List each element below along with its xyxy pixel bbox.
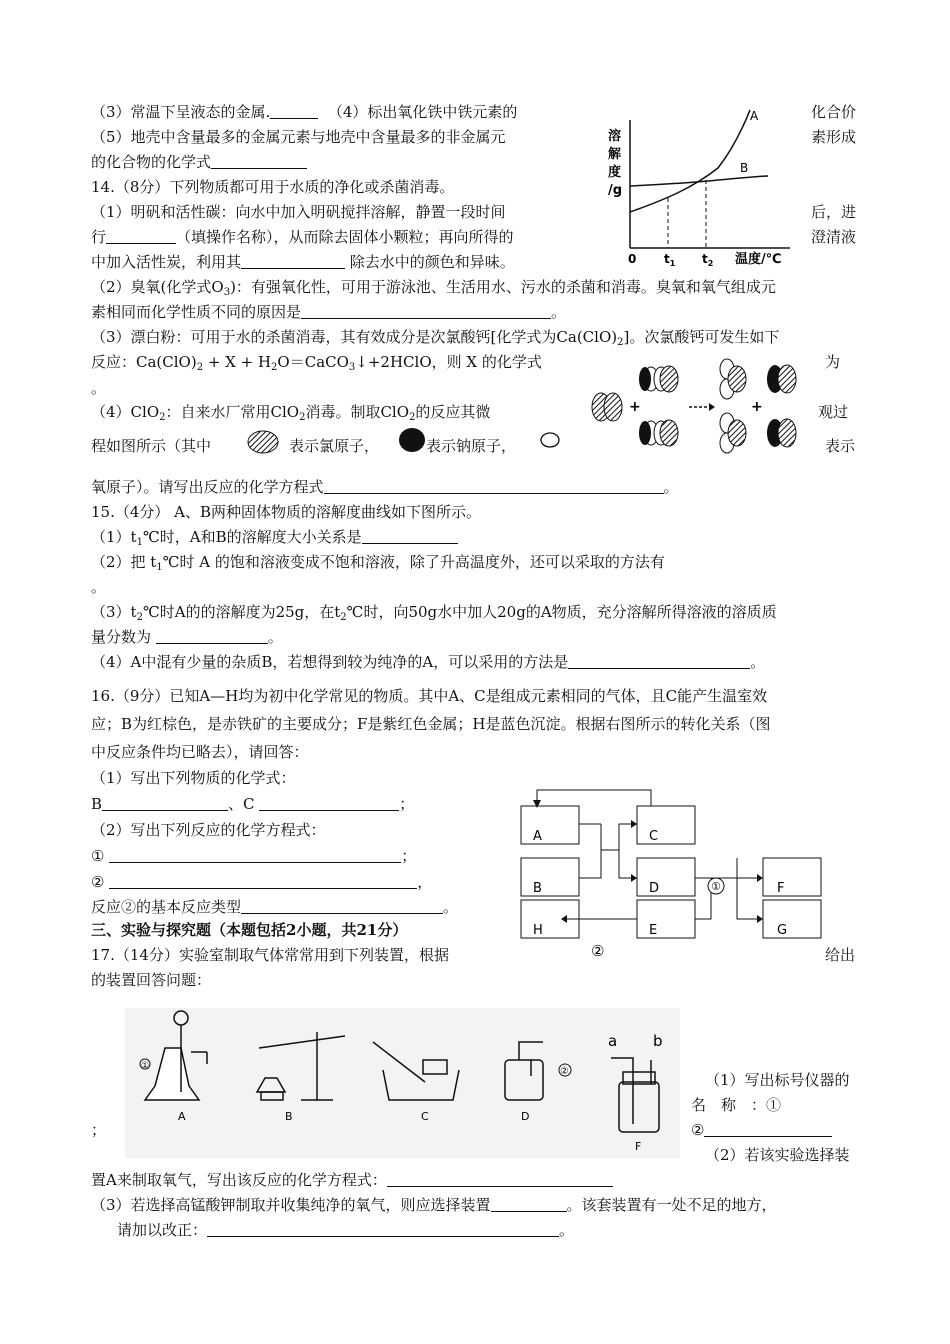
q13-line2: （5）地壳中含量最多的金属元素与地壳中含量最多的非金属元 xyxy=(91,128,506,146)
y-label-2: 解 xyxy=(608,147,622,162)
q17-2-line2: 置A来制取氧气，写出该反应的化学方程式： xyxy=(91,1170,613,1190)
q17-2-line1: （2）若该实验选择装 xyxy=(705,1146,850,1164)
label-e: E xyxy=(649,923,658,938)
box-a xyxy=(521,806,579,844)
answer-blank[interactable] xyxy=(102,796,228,811)
q16-line2: 应；B为红棕色，是赤铁矿的主要成分；F是紫红色金属；H是蓝色沉淀。根据右图所示的转化关系（图 xyxy=(91,715,771,733)
q15-2: （2）把 $t_1℃$时 A 的饱和溶液变成不饱和溶液，除了升高温度外，还可以采取的方法有 xyxy=(91,553,665,573)
answer-blank[interactable] xyxy=(109,874,417,889)
q15-4: （4）A中混有少量的杂质B，若想得到较为纯净的A，可以采用的方法是 。 xyxy=(91,653,766,671)
marker-1: ① xyxy=(711,880,721,893)
answer-blank[interactable] xyxy=(270,104,318,119)
sodium-atom-icon xyxy=(397,426,427,454)
label-b: B xyxy=(533,881,542,896)
q16-1-answers: B 、C ； xyxy=(91,795,415,813)
q16-line1: 16.（9分）已知A—H均为初中化学常见的物质。其中A、C是组成元素相同的气体，且C能产生温室效 xyxy=(91,687,768,705)
q14-1-line3: 中加入活性炭，利用其 除去水中的颜色和异味。 xyxy=(91,253,515,271)
q15-title: 15.（4分） A、B两种固体物质的溶解度曲线如下图所示。 xyxy=(91,503,482,521)
box-d xyxy=(637,858,695,896)
q13-line2-end: 素形成 xyxy=(811,128,857,146)
q14-1-line1: （1）明矾和活性碳：向水中加入明矾搅拌溶解，静置一段时间 xyxy=(91,203,506,221)
label-f: F xyxy=(777,881,785,896)
x-axis-label: 温度/℃ xyxy=(735,252,782,267)
answer-blank[interactable] xyxy=(211,154,307,169)
label-a: A xyxy=(533,829,542,844)
answer-blank[interactable] xyxy=(241,254,345,269)
q16-2: （2）写出下列反应的化学方程式： xyxy=(91,821,326,839)
q17-line1: 17.（14分）实验室制取气体常常用到下列装置，根据 xyxy=(91,946,449,964)
label-a: A xyxy=(178,1110,186,1123)
answer-blank[interactable] xyxy=(387,1172,613,1187)
box-c xyxy=(637,806,695,844)
sodium-chlorite-molecule-icon xyxy=(639,366,678,392)
q17-semicolon: ； xyxy=(91,1121,107,1139)
q14-3-line2-end: 为 xyxy=(825,353,841,371)
answer-blank[interactable] xyxy=(301,304,551,319)
q15-3: $(3)t_2℃$时A的的溶解度为25g，在$t_2℃$时，向50g水中加人20g的A物质，充分溶解所得溶液的溶质质 xyxy=(91,603,777,623)
curve-a-label: A xyxy=(750,109,759,123)
mark-2: ② xyxy=(560,1066,569,1077)
apparatus-a-icon xyxy=(145,1011,207,1100)
q14-3-period: 。 xyxy=(91,379,107,397)
box-f xyxy=(763,858,821,896)
t1-label: $t_1$ xyxy=(664,252,676,268)
label-d: D xyxy=(521,1110,530,1123)
q14-2-line2: 素相同而化学性质不同的原因是 。 xyxy=(91,303,567,321)
q16-type: 反应②的基本反应类型 。 xyxy=(91,898,459,916)
q17-line1-end: 给出 xyxy=(825,946,856,964)
solubility-graph xyxy=(600,100,800,270)
chlorine-dioxide-molecule-icon xyxy=(720,413,746,453)
q14-4-line1: （4）ClO$_2$：自来水厂常用ClO$_2$消毒。制取ClO$_2$的反应其微 xyxy=(91,403,491,423)
q17-1-line2: 名 称 ：① xyxy=(691,1096,782,1114)
q14-3-line1: （3）漂白粉：可用于水的杀菌消毒，其有效成分是次氯酸钙[化学式为$Ca(ClO)_2$]。次氯酸钙可发生如下 xyxy=(91,328,780,348)
curve-a xyxy=(630,110,750,212)
q14-4-line2b: 表示氯原子， xyxy=(289,437,380,455)
q17-3-line2: 请加以改正： 。 xyxy=(117,1221,575,1239)
q16-1: （1）写出下列物质的化学式： xyxy=(91,769,296,787)
label-h: H xyxy=(533,923,543,938)
label-c: C xyxy=(421,1110,429,1123)
q14-1-line1-end: 后，进 xyxy=(811,203,857,221)
box-g xyxy=(763,900,821,938)
sodium-chloride-molecule-icon xyxy=(767,419,796,447)
q14-title: 14.（8分）下列物质都可用于水质的净化或杀菌消毒。 xyxy=(91,178,455,196)
q16-2-r2: ② ， xyxy=(91,873,433,891)
reaction-micro-illustration xyxy=(585,355,815,455)
sodium-chlorite-molecule-icon xyxy=(639,420,678,446)
apparatus-c-icon xyxy=(373,1042,459,1100)
y-label-3: 度 xyxy=(608,165,622,180)
chlorine-molecule-icon xyxy=(592,393,622,421)
y-label-4: /g xyxy=(608,183,623,198)
reaction-arrow-icon xyxy=(689,403,715,411)
curve-b-label: B xyxy=(740,161,749,175)
q14-4-line2a: 程如图所示（其中 xyxy=(91,437,212,455)
port-b: b xyxy=(653,1032,663,1050)
q17-line2: 的装置回答问题： xyxy=(91,971,212,989)
conversion-flow-diagram xyxy=(515,770,845,965)
answer-blank[interactable] xyxy=(362,529,458,544)
answer-blank[interactable] xyxy=(324,479,664,494)
lab-apparatus-illustration xyxy=(125,1008,705,1158)
answer-blank[interactable] xyxy=(106,229,176,244)
q15-3-line2: 量分数为 。 xyxy=(91,628,283,646)
mark-1: ① xyxy=(141,1061,150,1071)
apparatus-f-icon xyxy=(611,1058,659,1132)
label-d: D xyxy=(649,881,660,896)
answer-blank[interactable] xyxy=(207,1222,559,1237)
q15-2-period: 。 xyxy=(91,578,107,596)
answer-blank[interactable] xyxy=(156,629,268,644)
t2-label: $t_2$ xyxy=(702,252,714,268)
sodium-chloride-molecule-icon xyxy=(767,365,796,393)
marker-2: ② xyxy=(591,942,605,960)
label-c: C xyxy=(649,829,659,844)
port-a: a xyxy=(608,1032,618,1050)
q13-line1-end: 化合价 xyxy=(811,103,857,121)
apparatus-d-icon xyxy=(505,1042,543,1100)
svg-text:+: + xyxy=(629,399,641,415)
answer-blank[interactable] xyxy=(109,848,401,863)
answer-blank[interactable] xyxy=(704,1122,832,1137)
chlorine-atom-icon xyxy=(246,428,280,456)
label-f: F xyxy=(635,1140,642,1153)
answer-blank[interactable] xyxy=(241,899,443,914)
q15-1: $(1)t_1℃$时，A和B的溶解度大小关系是 xyxy=(91,527,458,553)
svg-text:+: + xyxy=(751,399,763,415)
q17-1-line1: （1）写出标号仪器的 xyxy=(705,1071,850,1089)
box-b xyxy=(521,858,579,896)
q14-4-line2-end: 表示 xyxy=(825,437,856,455)
q13-line1: （3）常温下呈液态的金属. （4）标出氧化铁中铁元素的 xyxy=(91,103,518,121)
y-label-1: 溶 xyxy=(608,129,622,144)
q14-2-line1: （2）臭氧(化学式$O_3$)：有强氧化性，可用于游泳池、生活用水、污水的杀菌和消毒。臭氧和氧气组成元 xyxy=(91,278,776,298)
chlorine-dioxide-molecule-icon xyxy=(720,359,746,399)
label-b: B xyxy=(285,1110,293,1123)
q14-1-line2-end: 澄清液 xyxy=(811,228,857,246)
apparatus-b-icon xyxy=(257,1032,345,1100)
q14-1-line2: 行 （填操作名称），从而除去固体小颗粒；再向所得的 xyxy=(91,228,514,246)
q17-1-line3: ② xyxy=(691,1120,832,1140)
answer-blank[interactable] xyxy=(491,1197,567,1212)
oxygen-atom-icon xyxy=(539,430,561,450)
q14-4-line3: 氧原子）。请写出反应的化学方程式 。 xyxy=(91,478,679,496)
answer-blank[interactable] xyxy=(259,796,399,811)
q14-4-line2c: 表示钠原子， xyxy=(426,437,517,455)
q13-line3: 的化合物的化学式 xyxy=(91,152,307,172)
q14-3-line2: 反应：$Ca(ClO)_2 + X$ + $H_2O=CaCO_3↓+2HClO$，则 X 的化学式 xyxy=(91,353,542,373)
q14-4-line1-end: 观过 xyxy=(818,403,849,421)
q16-line3: 中反应条件均已略去），请回答： xyxy=(91,743,309,761)
origin-label: 0 xyxy=(628,252,637,266)
answer-blank[interactable] xyxy=(568,654,750,669)
q17-3-line1: （3）若选择高锰酸钾制取并收集纯净的氧气，则应选择装置 。该套装置有一处不足的地方， xyxy=(91,1196,777,1214)
label-g: G xyxy=(777,923,788,938)
box-e xyxy=(637,900,695,938)
q16-2-r1: ① ； xyxy=(91,847,417,865)
section-3-heading: 三、实验与探究题（本题包括2小题，共21分） xyxy=(91,921,408,939)
